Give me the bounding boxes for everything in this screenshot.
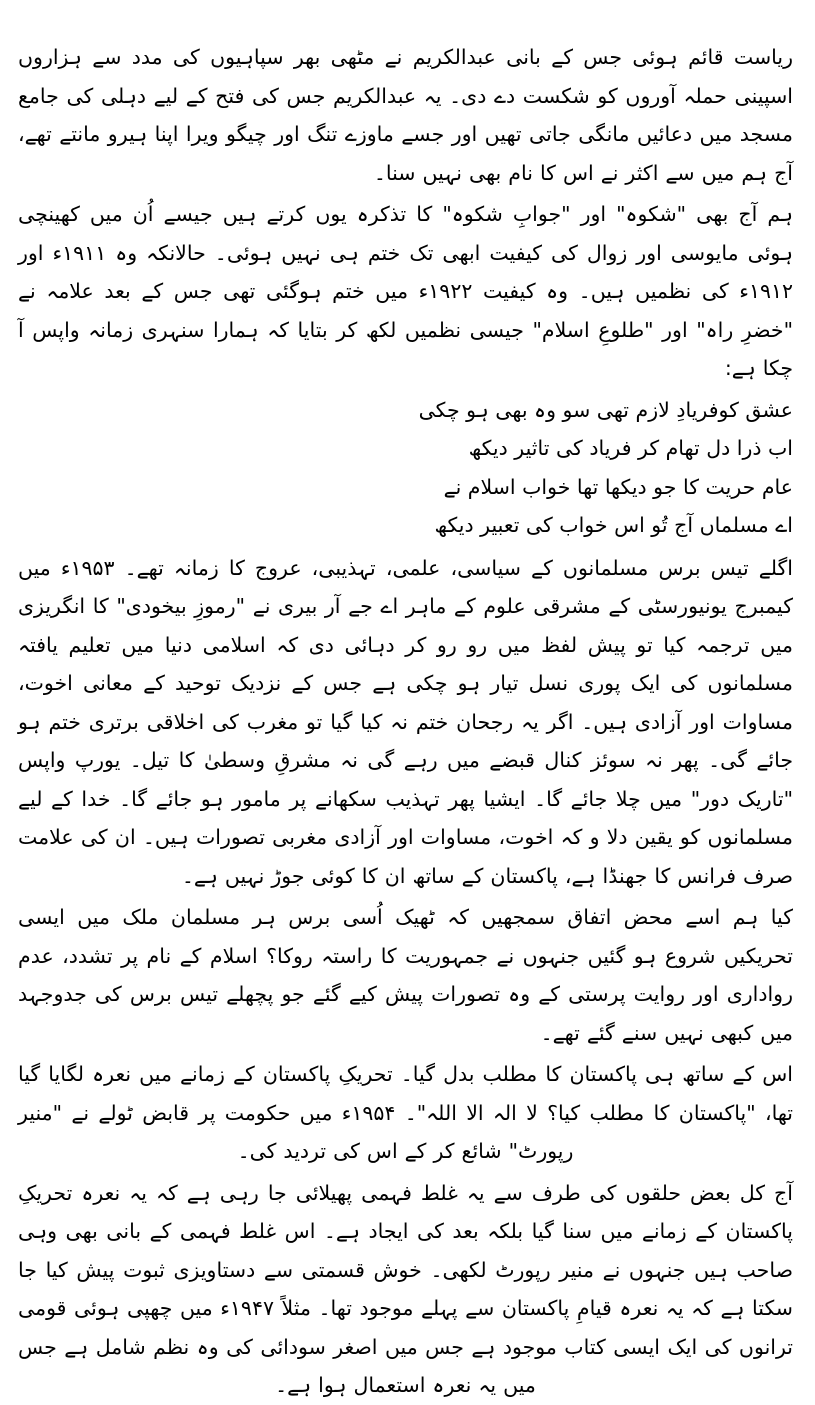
document-body xyxy=(18,38,793,1405)
paragraph-4: کیا ہم اسے محض اتفاق سمجھیں کہ ٹھیک اُسی برس ہر مسلمان ملک میں ایسی تحریکیں شروع ہو گئیں جنہوں نے جمہوریت کا راستہ روکا؟ اسلام کے نام پر تشدد، عدم رواداری اور روایت پرستی کے وہ تصورات پیش کیے گئے جو پچھلے تیس برس کی جدوجہد میں کبھی نہیں سنے گئے تھے۔ xyxy=(18,905,793,1045)
paragraph-2: ہم آج بھی "شکوہ" اور "جوابِ شکوہ" کا تذکرہ یوں کرتے ہیں جیسے اُن میں کھینچی ہوئی مایوسی اور زوال کی کیفیت ابھی تک ختم ہی نہیں ہوئی۔ حالانکہ وہ ۱۹۱۱ء اور ۱۹۱۲ء کی نظمیں ہیں۔ وہ کیفیت ۱۹۲۲ء میں ختم ہوگئی تھی جس کے بعد علامہ نے "خضرِ راہ" اور "طلوعِ اسلام" جیسی نظمیں لکھ کر بتایا کہ ہمارا سنہری زمانہ واپس آ چکا ہے: xyxy=(18,202,793,380)
verse-line-1-text: عشق کوفریادِ لازم تھی سو وہ بھی ہو چکی xyxy=(418,397,793,422)
verse-line-4 xyxy=(18,506,793,545)
verse-line-3-text: عام حریت کا جو دیکھا تھا خواب اسلام نے xyxy=(443,474,793,499)
paragraph-1: ریاست قائم ہوئی جس کے بانی عبدالکریم نے مٹھی بھر سپاہیوں کی مدد سے ہزاروں اسپینی حملہ آوروں کو شکست دے دی۔ یہ عبدالکریم جس کی فتح کے لیے دہلی کی جامع مسجد میں دعائیں مانگی جاتی تھیں اور جسے ماوزے تنگ اور چیگو ویرا اپنا ہیرو مانتے تھے، آج ہم میں سے اکثر نے اس کا نام بھی نہیں سنا۔ xyxy=(18,45,793,185)
poetry-block xyxy=(18,391,793,545)
paragraph-5: اس کے ساتھ ہی پاکستان کا مطلب بدل گیا۔ تحریکِ پاکستان کے زمانے میں نعرہ لگایا گیا تھا، "پاکستان کا مطلب کیا؟ لا الہ الا اللہ"۔ ۱۹۵۴ء میں حکومت پر قابض ٹولے نے "منیر رپورٹ" شائع کر کے اس کی تردید کی۔ xyxy=(18,1062,793,1163)
verse-line-3 xyxy=(18,468,793,507)
verse-line-2-text: اب ذرا دل تھام کر فریاد کی تاثیر دیکھ xyxy=(468,436,793,460)
verse-line-1 xyxy=(18,391,793,430)
paragraph-3: اگلے تیس برس مسلمانوں کے سیاسی، علمی، تہذیبی، عروج کا زمانہ تھے۔ ۱۹۵۳ء میں کیمبرج یونیورسٹی کے مشرقی علوم کے ماہر اے جے آر بیری نے "رموزِ بیخودی" کا انگریزی میں ترجمہ کیا تو پیش لفظ میں رو رو کر دہائی دی کہ اسلامی دنیا میں تعلیم یافتہ مسلمانوں کی ایک پوری نسل تیار ہو چکی ہے جس کے نزدیک توحید کے معانی اخوت، مساوات اور آزادی ہیں۔ اگر یہ رجحان ختم نہ کیا گیا تو مغرب کی اخلاقی برتری ختم ہو جائے گی۔ پھر نہ سوئز کنال قبضے میں رہے گی نہ مشرقِ وسطیٰ کا تیل۔ یورپ واپس "تاریک دور" میں چلا جائے گا۔ ایشیا پھر تہذیب سکھانے پر مامور ہو جائے گا۔ خدا کے لیے مسلمانوں کو یقین دلا و کہ اخوت، مساوات اور آزادی مغربی تصورات ہیں۔ ان کی علامت صرف فرانس کا جھنڈا ہے، پاکستان کے ساتھ ان کا کوئی جوڑ نہیں ہے۔ xyxy=(18,555,793,888)
paragraph-6: آج کل بعض حلقوں کی طرف سے یہ غلط فہمی پھیلائی جا رہی ہے کہ یہ نعرہ تحریکِ پاکستان کے زمانے میں سنا گیا بلکہ بعد کی ایجاد ہے۔ اس غلط فہمی کے بانی بھی وہی صاحب ہیں جنہوں نے منیر رپورٹ لکھی۔ خوش قسمتی سے دستاویزی ثبوت پیش کیا جا سکتا ہے کہ یہ نعرہ قیامِ پاکستان سے پہلے موجود تھا۔ مثلاً ۱۹۴۷ء میں چھپی ہوئی قومی ترانوں کی ایک ایسی کتاب موجود ہے جس میں اصغر سودائی کی وہ نظم شامل ہے جس میں یہ نعرہ استعمال ہوا ہے۔ xyxy=(18,1180,793,1397)
verse-line-4-text: اے مسلماں آج تُو اس خواب کی تعبیر دیکھ xyxy=(434,513,793,537)
verse-line-2 xyxy=(18,429,793,468)
